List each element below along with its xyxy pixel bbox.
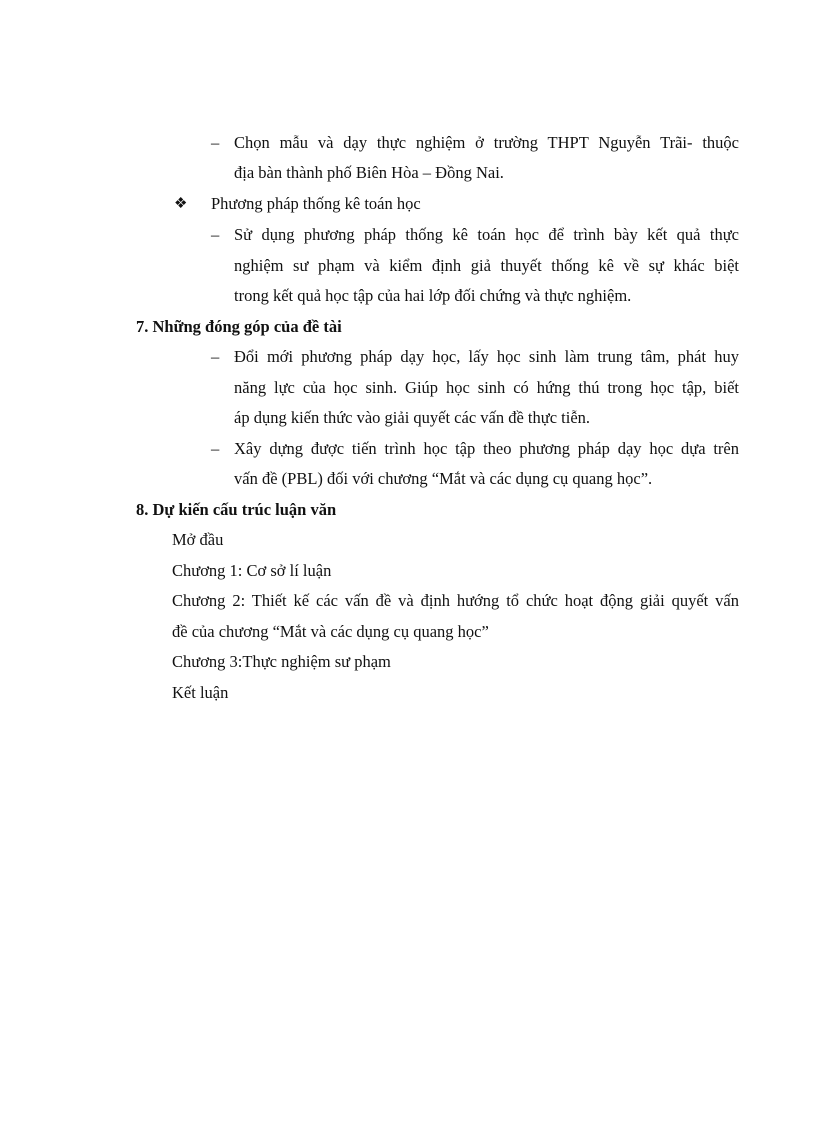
dash-bullet: – (211, 439, 220, 458)
stat-method-line-2: nghiệm sư phạm và kiểm định giả thuyết thống kê về sự khác biệt (234, 256, 739, 275)
sampling-text-line-1: Chọn mẫu và dạy thực nghiệm ở trường THPT Nguyễn Trãi- thuộc (234, 133, 739, 152)
contribution-1-line-2: năng lực của học sinh. Giúp học sinh có hứng thú trong học tập, biết (234, 378, 739, 397)
contribution-2-line-1: Xây dựng được tiến trình học tập theo phương pháp dạy học dựa trên (234, 439, 739, 458)
structure-conclusion: Kết luận (172, 683, 229, 702)
stat-method-title: Phương pháp thống kê toán học (211, 194, 421, 213)
contribution-2-line-2: vấn đề (PBL) đối với chương “Mắt và các dụng cụ quang học”. (234, 469, 653, 488)
dash-bullet: – (211, 347, 220, 366)
contribution-1-line-1: Đổi mới phương pháp dạy học, lấy học sinh làm trung tâm, phát huy (234, 347, 739, 366)
structure-intro: Mở đầu (172, 530, 224, 549)
dash-bullet: – (211, 133, 220, 152)
dash-bullet: – (211, 225, 220, 244)
structure-chapter-1: Chương 1: Cơ sở lí luận (172, 561, 332, 580)
diamond-bullet-icon: ❖ (174, 196, 188, 212)
stat-method-line-3: trong kết quả học tập của hai lớp đối chứng và thực nghiệm. (234, 286, 632, 305)
stat-method-line-1: Sử dụng phương pháp thống kê toán học để trình bày kết quả thực (234, 225, 739, 244)
structure-chapter-3: Chương 3:Thực nghiệm sư phạm (172, 652, 391, 671)
sampling-text-line-2: địa bàn thành phố Biên Hòa – Đồng Nai. (234, 163, 504, 182)
contribution-1-line-3: áp dụng kiến thức vào giải quyết các vấn đề thực tiễn. (234, 408, 591, 427)
structure-chapter-2-line-1: Chương 2: Thiết kế các vấn đề và định hướng tổ chức hoạt động giải quyết vấn (172, 591, 739, 610)
section-8-heading: 8. Dự kiến cấu trúc luận văn (136, 500, 337, 519)
section-7-heading: 7. Những đóng góp của đề tài (136, 317, 342, 336)
structure-chapter-2-line-2: đề của chương “Mắt và các dụng cụ quang học” (172, 622, 489, 641)
